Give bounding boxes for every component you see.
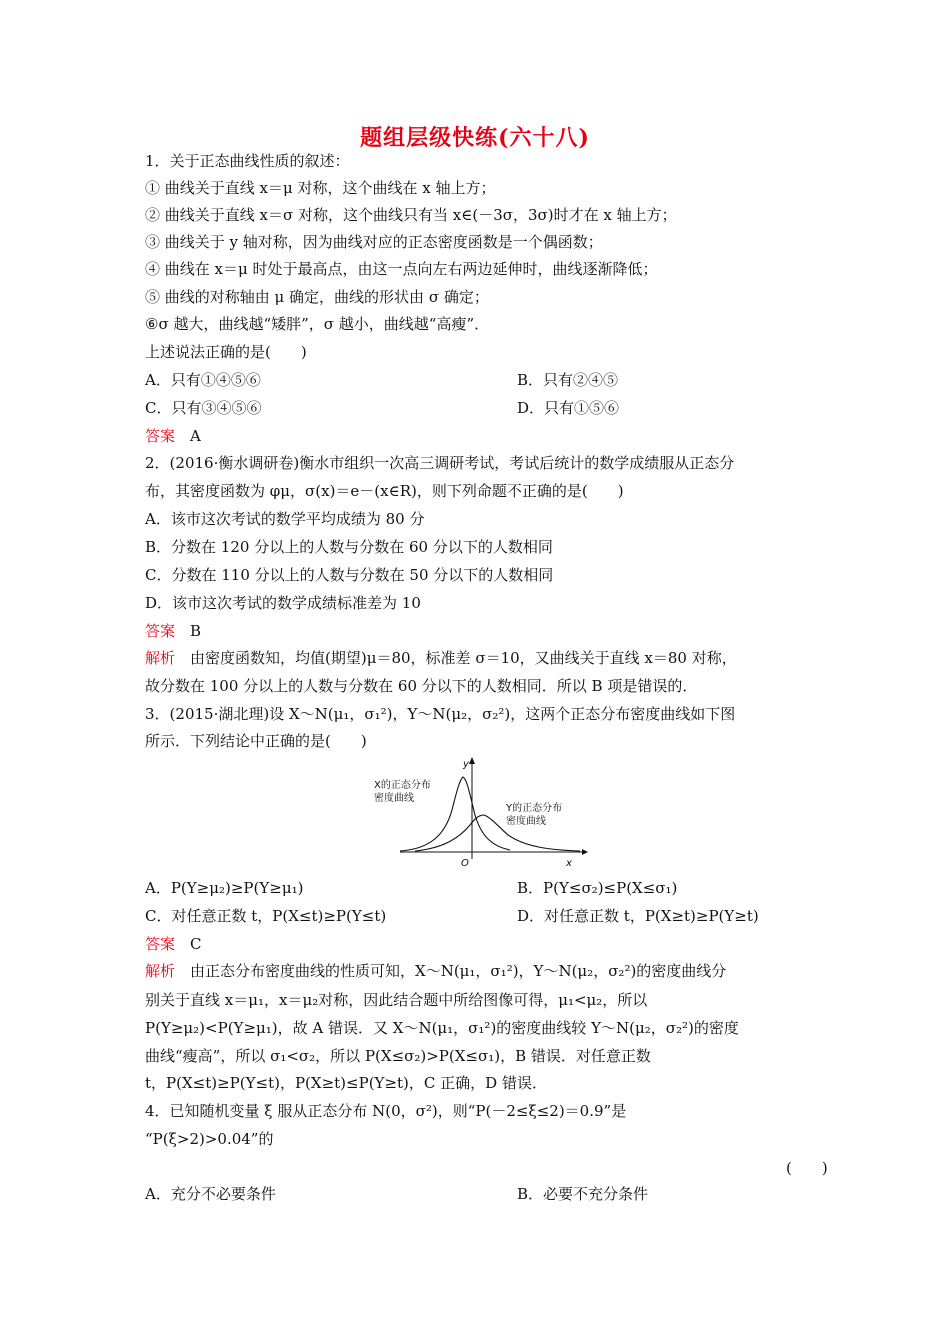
- q2-option-b: B．分数在 120 分以上的人数与分数在 60 分以下的人数相同: [145, 538, 553, 556]
- page-title: 题组层级快练(六十八): [360, 125, 590, 151]
- q3-option-a: A．P(Y≥μ₂)≥P(Y≥μ₁): [145, 879, 304, 897]
- normal-distribution-figure: [360, 755, 590, 870]
- analysis-text: 由正态分布密度曲线的性质可知，X～N(μ₁，σ₁²)，Y～N(μ₂，σ₂²)的密度曲线分: [175, 962, 727, 980]
- q4-option-b: B．必要不充分条件: [517, 1185, 649, 1203]
- q1-option-a: A．只有①④⑤⑥: [145, 371, 261, 389]
- x-axis-label: x: [566, 858, 572, 869]
- q1-stem: 1．关于正态曲线性质的叙述：: [145, 152, 350, 170]
- analysis-text: 由密度函数知，均值(期望)μ＝80，标准差 σ＝10，又曲线关于直线 x＝80 对称，: [175, 649, 737, 667]
- q1-item-5: ⑤ 曲线的对称轴由 μ 确定，曲线的形状由 σ 确定；: [145, 288, 489, 306]
- x-curve-label-2: 密度曲线: [374, 793, 414, 804]
- answer-value: C: [190, 935, 202, 953]
- y-curve-label: Y的正态分布: [506, 803, 563, 814]
- answer-value: B: [190, 622, 202, 640]
- answer-label: 答案: [145, 622, 176, 640]
- q3-analysis-line2: 别关于直线 x＝μ₁，x＝μ₂对称，因此结合题中所给图像可得，μ₁<μ₂，所以: [145, 991, 648, 1009]
- q1-option-d: D．只有①⑤⑥: [517, 399, 620, 417]
- x-curve-label: X的正态分布: [374, 780, 431, 791]
- y-axis-arrow-icon: [469, 757, 475, 764]
- q3-option-d: D．对任意正数 t，P(X≥t)≥P(Y≥t): [517, 907, 759, 925]
- q1-item-6: ⑥σ 越大，曲线越“矮胖”，σ 越小，曲线越“高瘦”．: [145, 315, 490, 333]
- q1-item-4: ④ 曲线在 x＝μ 时处于最高点，由这一点向左右两边延伸时，曲线逐渐降低；: [145, 260, 658, 278]
- q3-analysis-line3: P(Y≥μ₂)<P(Y≥μ₁)，故 A 错误．又 X～N(μ₁，σ₁²)的密度曲线较 Y～N(μ₂，σ₂²)的密度: [145, 1019, 739, 1037]
- q1-ask: 上述说法正确的是( ): [145, 343, 307, 361]
- q2-stem-line1: 2．(2016·衡水调研卷)衡水市组织一次高三调研考试，考试后统计的数学成绩服从正态分: [145, 454, 735, 472]
- q2-stem-line2: 布，其密度函数为 φμ，σ(x)＝e－(x∈R)，则下列命题不正确的是( ): [145, 482, 624, 500]
- q2-answer: [145, 621, 201, 641]
- answer-label: 答案: [145, 935, 176, 953]
- q3-option-b: B．P(Y≤σ₂)≤P(X≤σ₁): [517, 879, 678, 897]
- analysis-label: 解析: [145, 649, 176, 667]
- q1-answer: [145, 426, 201, 446]
- answer-value: A: [190, 427, 201, 445]
- y-axis-label: y: [463, 759, 469, 770]
- y-curve-label-2: 密度曲线: [506, 816, 546, 827]
- q2-option-c: C．分数在 110 分以上的人数与分数在 50 分以下的人数相同: [145, 566, 554, 584]
- q4-stem-line2: “P(ξ>2)>0.04”的: [145, 1130, 274, 1148]
- q3-stem-line2: 所示．下列结论中正确的是( ): [145, 732, 367, 750]
- q1-item-2: ② 曲线关于直线 x＝σ 对称，这个曲线只有当 x∈(－3σ，3σ)时才在 x 轴上方；: [145, 206, 677, 224]
- q1-item-3: ③ 曲线关于 y 轴对称，因为曲线对应的正态密度函数是一个偶函数；: [145, 233, 603, 251]
- q2-option-a: A．该市这次考试的数学平均成绩为 80 分: [145, 510, 425, 528]
- q4-option-a: A．充分不必要条件: [145, 1185, 276, 1203]
- q3-analysis-line4: 曲线“瘦高”，所以 σ₁<σ₂，所以 P(X≤σ₂)>P(X≤σ₁)，B 错误．对任意正数: [145, 1047, 651, 1065]
- q3-option-c: C．对任意正数 t，P(X≤t)≥P(Y≤t): [145, 907, 387, 925]
- analysis-label: 解析: [145, 962, 176, 980]
- q4-answer-blank: ( ): [786, 1159, 828, 1177]
- q1-option-c: C．只有③④⑤⑥: [145, 399, 262, 417]
- q3-analysis-line1: [145, 961, 726, 981]
- q3-answer: [145, 934, 202, 954]
- q3-analysis-line5: t，P(X≤t)≥P(Y≤t)，P(X≥t)≤P(Y≥t)，C 正确，D 错误．: [145, 1074, 547, 1092]
- q1-option-b: B．只有②④⑤: [517, 371, 619, 389]
- answer-label: 答案: [145, 427, 176, 445]
- q4-stem-line1: 4．已知随机变量 ξ 服从正态分布 N(0，σ²)，则“P(－2≤ξ≤2)＝0.9”是: [145, 1102, 627, 1120]
- origin-label: O: [461, 858, 469, 869]
- q2-analysis-line2: 故分数在 100 分以上的人数与分数在 60 分以下的人数相同．所以 B 项是错误的．: [145, 677, 698, 695]
- x-axis-arrow-icon: [582, 849, 588, 855]
- q2-option-d: D．该市这次考试的数学成绩标准差为 10: [145, 594, 421, 612]
- q1-item-1: ① 曲线关于直线 x＝μ 对称，这个曲线在 x 轴上方；: [145, 179, 496, 197]
- q2-analysis-line1: [145, 648, 737, 668]
- q3-stem-line1: 3．(2015·湖北理)设 X～N(μ₁，σ₁²)，Y～N(μ₂，σ₂²)，这两个正态分布密度曲线如下图: [145, 705, 736, 723]
